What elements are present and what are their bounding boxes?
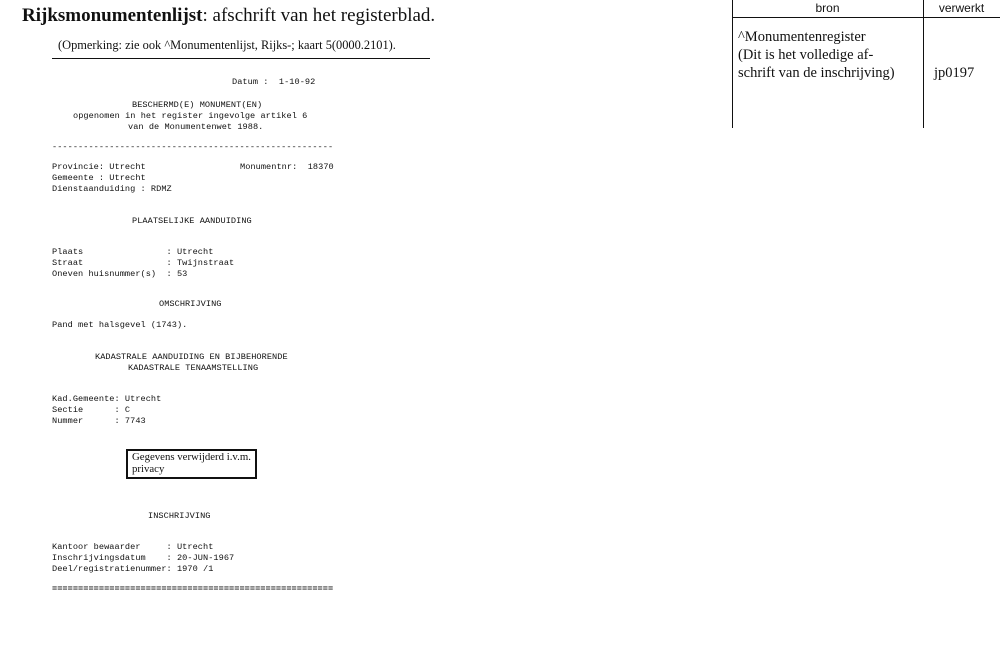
- monumentnr-line: Monumentnr: 18370: [240, 162, 334, 172]
- datum-line: Datum : 1-10-92: [232, 77, 316, 87]
- privacy-notice: [126, 449, 257, 479]
- deel-line: Deel/registratienummer: 1970 /1: [52, 564, 214, 574]
- inschrijving-heading: INSCHRIJVING: [148, 511, 211, 521]
- sectie-line: Sectie : C: [52, 405, 131, 415]
- table-header-rule: [732, 17, 1000, 18]
- omschrijving-heading: OMSCHRIJVING: [159, 299, 222, 309]
- dash-rule: ------------------------------------------------------: [52, 142, 334, 152]
- table-border-left: [732, 0, 733, 128]
- provincie-line: Provincie: Utrecht: [52, 162, 146, 172]
- col-header-bron: bron: [815, 1, 840, 15]
- privacy-note-text: Gegevens verwijderd i.v.m. privacy: [132, 451, 251, 476]
- table-border-mid: [923, 0, 924, 128]
- nummer-line: Nummer : 7743: [52, 416, 146, 426]
- straat-line: Straat : Twijnstraat: [52, 258, 235, 268]
- kadastrale-heading-1: KADASTRALE AANDUIDING EN BIJBEHORENDE: [95, 352, 288, 362]
- title-rest: : afschrift van het registerblad.: [202, 5, 436, 26]
- col-header-verwerkt: verwerkt: [938, 1, 985, 15]
- remark-text: (Opmerking: zie ook ^Monumentenlijst, Rijks-; kaart 5(0000.2101).: [58, 38, 396, 52]
- heading-line-3: van de Monumentenwet 1988.: [128, 122, 264, 132]
- bron-line-2: (Dit is het volledige af-: [738, 47, 874, 63]
- gemeente-line: Gemeente : Utrecht: [52, 173, 146, 183]
- inschrijvingsdatum-line: Inschrijvingsdatum : 20-JUN-1967: [52, 553, 235, 563]
- remark-underline: [52, 58, 430, 59]
- verwerkt-value: jp0197: [934, 65, 975, 81]
- plaats-line: Plaats : Utrecht: [52, 247, 214, 257]
- page-title: [22, 5, 435, 27]
- title-bold: Rijksmonumentenlijst: [22, 5, 203, 26]
- double-rule: ======================================================: [52, 584, 334, 594]
- bron-line-1: ^Monumentenregister: [738, 29, 866, 45]
- dienstaanduiding-line: Dienstaanduiding : RDMZ: [52, 184, 172, 194]
- omschrijving-text: Pand met halsgevel (1743).: [52, 320, 188, 330]
- kantoor-line: Kantoor bewaarder : Utrecht: [52, 542, 214, 552]
- heading-line-1: BESCHERMD(E) MONUMENT(EN): [132, 100, 263, 110]
- source-table: [732, 0, 1000, 128]
- kadastrale-heading-2: KADASTRALE TENAAMSTELLING: [128, 363, 259, 373]
- plaatselijke-heading: PLAATSELIJKE AANDUIDING: [132, 216, 252, 226]
- huisnummers-line: Oneven huisnummer(s) : 53: [52, 269, 188, 279]
- bron-line-3: schrift van de inschrijving): [738, 65, 895, 81]
- kad-gemeente-line: Kad.Gemeente: Utrecht: [52, 394, 162, 404]
- heading-line-2: opgenomen in het register ingevolge artikel 6: [73, 111, 308, 121]
